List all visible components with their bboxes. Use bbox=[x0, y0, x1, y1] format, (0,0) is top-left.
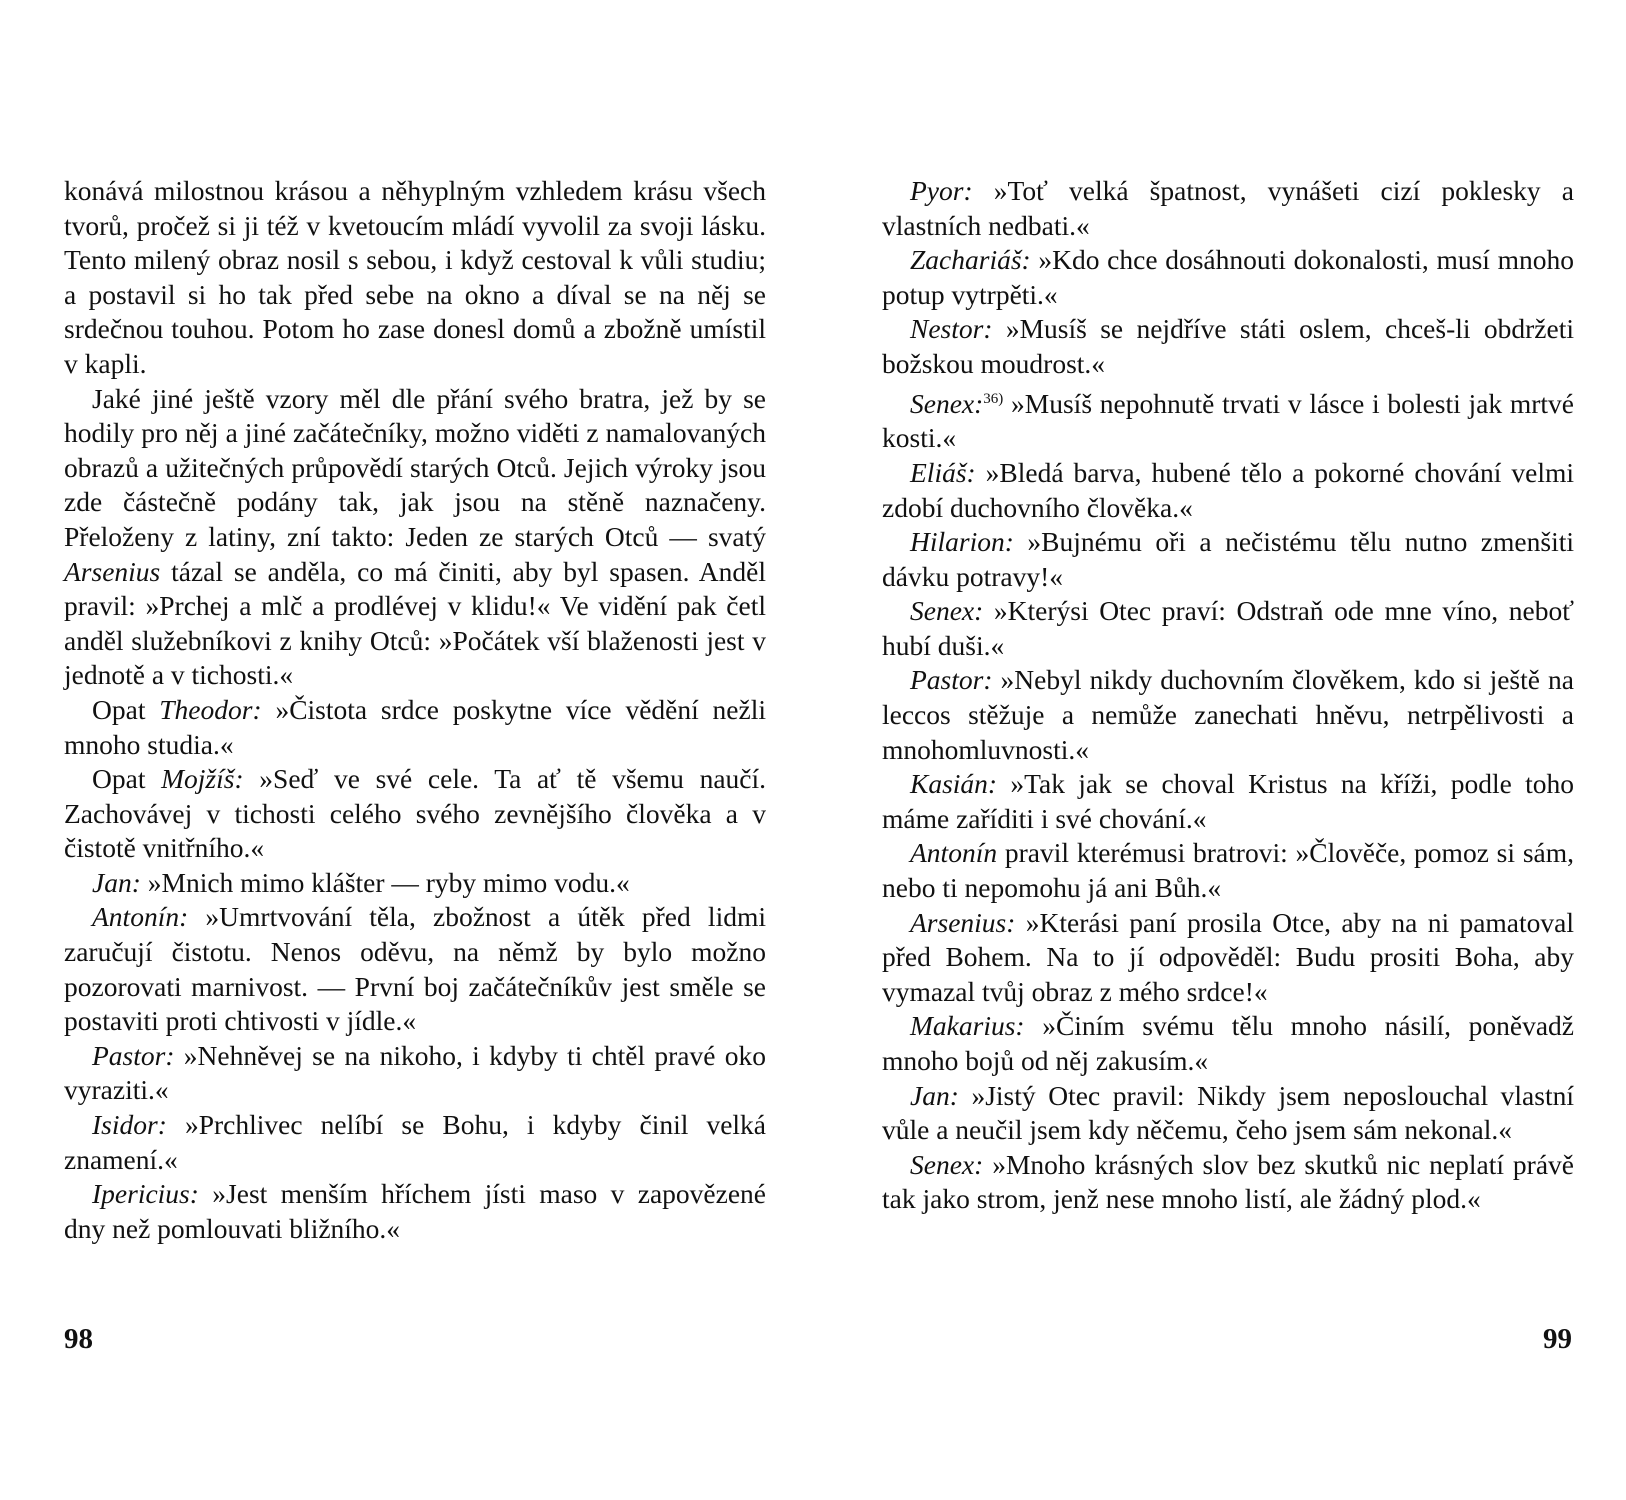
speaker-name: Senex: bbox=[910, 1148, 984, 1180]
speaker-name: Theodor: bbox=[159, 693, 262, 725]
paragraph: konává milostnou krásou a něhyplným vzhledem krásu všech tvorů, pročež si ji též v kvetoucím mládí vyvolil za svoji lásku. Tento milený obraz nosil s sebou, i když cestoval k vůli studiu; a postavil si ho tak před sebe na okno a díval se na něj se srdečnou touhou. Potom ho zase donesl domů a zbožně umístil v kapli. bbox=[64, 175, 766, 379]
speaker-name: Antonín: bbox=[92, 901, 189, 933]
speaker-name: Jan: bbox=[910, 1079, 959, 1111]
saying: Jan: »Jistý Otec pravil: Nikdy jsem neposlouchal vlastní vůle a neučil jsem kdy něčemu, čeho jsem sám nekonal.« bbox=[882, 1079, 1574, 1146]
saying: Arsenius: »Kterási paní prosila Otce, aby na ni pamatoval před Bohem. Na to jí odpověděl: Budu prositi Boha, aby vymazal tvůj obraz z mého srdce!« bbox=[882, 906, 1574, 1007]
saying: Nestor: »Musíš se nejdříve státi oslem, chceš-li obdržeti božskou moudrost.« bbox=[882, 313, 1574, 379]
saying: Opat Mojžíš: »Seď ve své cele. Ta ať tě všemu naučí. Zachovávej v tichosti celého svého zevnějšího člověka a v čistotě vnitřního.« bbox=[64, 763, 766, 864]
speaker-name: Mojžíš: bbox=[161, 763, 244, 795]
speaker-name: Zachariáš: bbox=[910, 244, 1031, 276]
page-number-left: 98 bbox=[64, 1323, 93, 1355]
footnote-marker: 36) bbox=[983, 390, 1004, 407]
page-number-right: 99 bbox=[1543, 1323, 1572, 1355]
speaker-name: Antonín bbox=[910, 837, 998, 869]
saying: Jan: »Mnich mimo klášter — ryby mimo vodu.« bbox=[92, 866, 630, 898]
left-page bbox=[64, 174, 766, 1246]
saying: Isidor: »Prchlivec nelíbí se Bohu, i kdyby činil velká znamení.« bbox=[64, 1109, 766, 1175]
speaker-name: Pyor: bbox=[910, 175, 973, 206]
speaker-name: Isidor: bbox=[92, 1109, 167, 1141]
saying: Senex:$^{36)}$ »Musíš nepohnutě trvati v lásce i bolesti jak mrtvé kosti.« bbox=[882, 387, 1574, 454]
speaker-name: Arsenius: bbox=[910, 906, 1016, 938]
saying: Pyor: »Toť velká špatnost, vynášeti cizí poklesky a vlastních nedbati.« bbox=[882, 175, 1574, 241]
saying: Makarius: »Činím svému tělu mnoho násilí, poněvadž mnoho bojů od něj zakusím.« bbox=[882, 1010, 1574, 1076]
speaker-name: Kasián: bbox=[910, 768, 998, 800]
speaker-name: Arsenius bbox=[64, 555, 161, 587]
speaker-name: Senex: bbox=[910, 595, 984, 627]
saying: Ipericius: »Jest menším hříchem jísti maso v zapovězené dny než pomlouvati bližního.« bbox=[64, 1178, 766, 1244]
saying: Eliáš: »Bledá barva, hubené tělo a pokorné chování velmi zdobí duchovního člověka.« bbox=[882, 456, 1574, 523]
paragraph: Jaké jiné ještě vzory měl dle přání svého bratra, jež by se hodily pro něj a jiné začátečníky, možno viděti z namalovaných obrazů a užitečných průpovědí starých Otců. Jejich výroky jsou zde částečně podány tak, jak jsou na stěně naznačeny. Přeloženy z latiny, zní takto: Jeden ze starých Otců — svatý Arsenius tázal se anděla, co má činiti, aby byl spasen. Anděl pravil: »Prchej a mlč a prodlévej v klidu!« Ve vidění pak četl anděl služebníkovi z knihy Otců: »Počátek vší blaženosti jest v jednotě a v tichosti.« bbox=[64, 382, 766, 691]
speaker-name: Senex: bbox=[910, 387, 984, 419]
saying: Senex: »Kterýsi Otec praví: Odstraň ode mne víno, neboť hubí duši.« bbox=[882, 595, 1574, 661]
speaker-name: Jan: bbox=[92, 866, 141, 898]
speaker-name: Ipericius: bbox=[92, 1178, 199, 1210]
saying: Kasián: »Tak jak se choval Kristus na kříži, podle toho máme zaříditi i své chování.« bbox=[882, 768, 1574, 834]
speaker-name: Pastor: bbox=[92, 1039, 175, 1071]
saying: Pastor: »Nehněvej se na nikoho, i kdyby ti chtěl pravé oko vyraziti.« bbox=[64, 1039, 766, 1106]
saying: Antonín: »Umrtvování těla, zbožnost a útěk před lidmi zaručují čistotu. Nenos oděvu, na němž by bylo možno pozorovati marnivost. — První boj začátečníkův jest směle se postaviti proti chtivosti v jídle.« bbox=[64, 901, 766, 1037]
speaker-name: Eliáš: bbox=[910, 456, 976, 488]
saying: Antonín pravil kterémusi bratrovi: »Člověče, pomoz si sám, nebo ti nepomohu já ani Bůh.« bbox=[882, 837, 1574, 904]
saying: Opat Theodor: »Čistota srdce poskytne více vědění nežli mnoho studia.« bbox=[64, 693, 766, 760]
speaker-name: Pastor: bbox=[910, 664, 993, 696]
speaker-name: Hilarion: bbox=[910, 526, 1014, 558]
speaker-name: Nestor: bbox=[910, 313, 993, 345]
saying: Pastor: »Nebyl nikdy duchovním člověkem, kdo si ještě na leccos stěžuje a nemůže zanechati hněvu, netrpělivosti a mnohomluvnosti.« bbox=[882, 664, 1574, 765]
saying: Senex: »Mnoho krásných slov bez skutků nic neplatí právě tak jako strom, jenž nese mnoho listí, ale žádný plod.« bbox=[882, 1148, 1574, 1215]
saying: Zachariáš: »Kdo chce dosáhnouti dokonalosti, musí mnoho potup vytrpěti.« bbox=[882, 244, 1574, 310]
saying: Hilarion: »Bujnému oři a nečistému tělu nutno zmenšiti dávku potravy!« bbox=[882, 526, 1574, 592]
right-page bbox=[882, 174, 1574, 1217]
speaker-name: Makarius: bbox=[910, 1010, 1025, 1042]
